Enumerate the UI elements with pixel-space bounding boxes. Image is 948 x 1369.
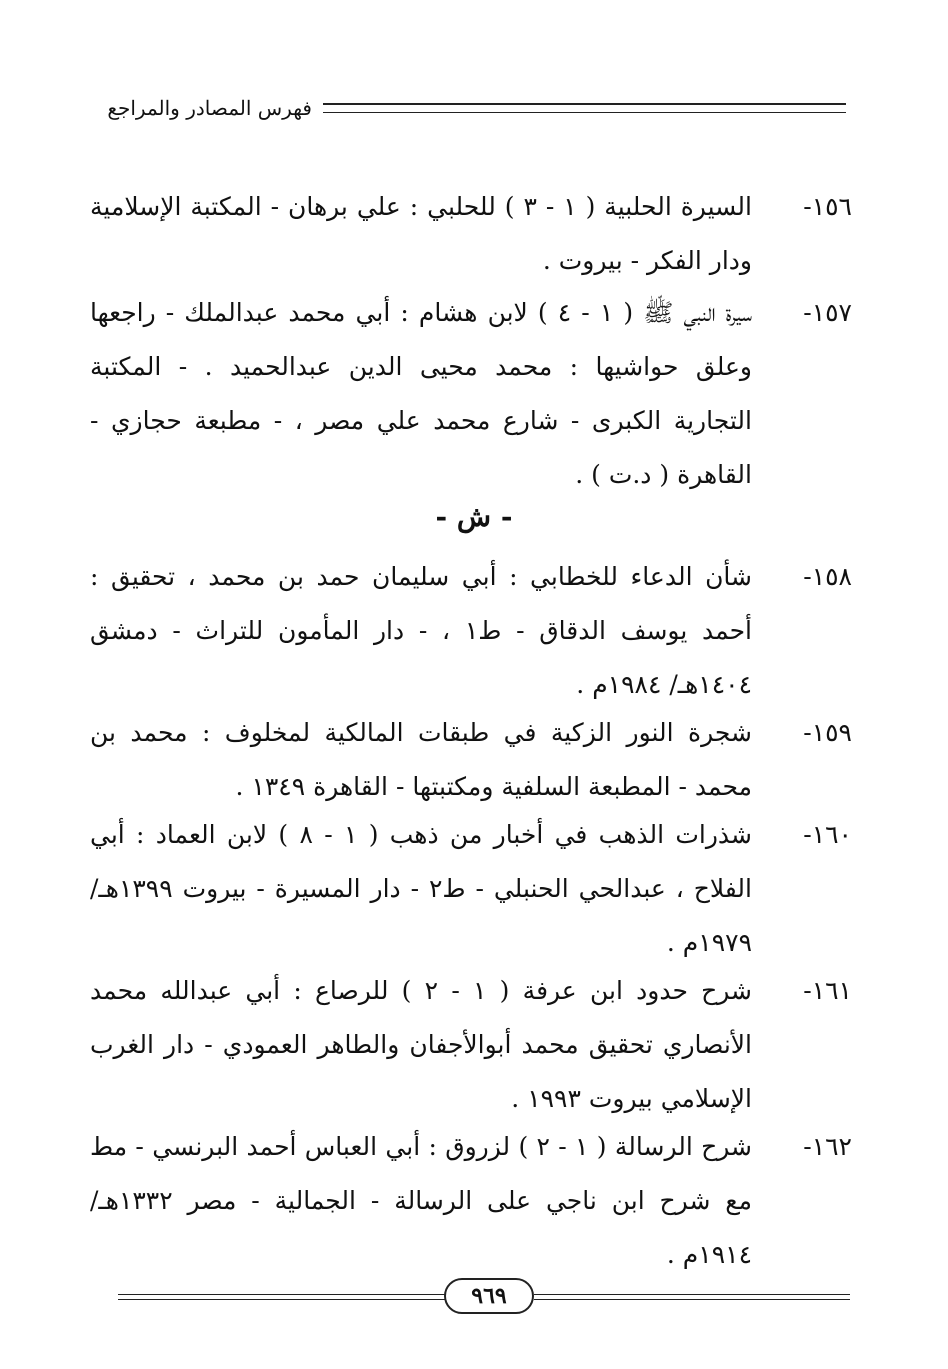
bibliography-entry	[90, 550, 852, 712]
bibliography-entry	[90, 180, 852, 288]
bibliography-entry	[90, 964, 852, 1126]
entry-number: ١٦١-	[803, 976, 852, 1005]
entry-text: السيرة الحلبية ( ١ - ٣ ) للحلبي : علي برهان - المكتبة الإسلامية ودار الفكر - بيروت .	[90, 192, 752, 275]
entry-number: ١٦٢-	[803, 1132, 852, 1161]
entry-number: ١٥٩-	[803, 718, 852, 747]
header-rule	[323, 112, 846, 113]
entry-text: سيرة النبي ﷺ ( ١ - ٤ ) لابن هشام : أبي محمد عبدالملك - راجعها وعلق حواشيها : محمد محيى الدين عبدالحميد . - المكتبة التجارية الكبرى - شارع محمد علي مصر ، - مطبعة حجازي - القاهرة ( د.ت ) .	[90, 298, 752, 489]
entry-text: شذرات الذهب في أخبار من ذهب ( ١ - ٨ ) لابن العماد : أبي الفلاح ، عبدالحي الحنبلي - ط٢ - دار المسيرة - بيروت ١٣٩٩هـ/ ١٩٧٩م .	[90, 820, 752, 957]
page-number: ٩٦٩	[444, 1278, 534, 1314]
bibliography-entry	[90, 808, 852, 970]
bibliography-entry	[90, 286, 852, 502]
header-rule	[323, 103, 846, 105]
entry-text: شأن الدعاء للخطابي : أبي سليمان حمد بن محمد ، تحقيق : أحمد يوسف الدقاق - ط١ ، - دار المأمون للتراث - دمشق ١٤٠٤هـ/ ١٩٨٤م .	[90, 562, 752, 699]
entry-number: ١٥٨-	[803, 562, 852, 591]
bibliography-entry	[90, 1120, 852, 1282]
footer-rule	[534, 1294, 850, 1295]
section-heading: - ش -	[435, 500, 513, 533]
footer-rule	[118, 1294, 446, 1295]
footer-rule	[118, 1299, 446, 1300]
entry-number: ١٦٠-	[803, 820, 852, 849]
footer-rule	[534, 1299, 850, 1300]
bibliography-entry	[90, 706, 852, 814]
entry-number: ١٥٦-	[803, 192, 852, 221]
entry-text: شرح الرسالة ( ١ - ٢ ) لزروق : أبي العباس أحمد البرنسي - مط مع شرح ابن ناجي على الرسالة - الجمالية - مصر ١٣٣٢هـ/ ١٩١٤م .	[90, 1132, 752, 1269]
entry-text: شجرة النور الزكية في طبقات المالكية لمخلوف : محمد بن محمد - المطبعة السلفية ومكتبتها - القاهرة ١٣٤٩ .	[90, 718, 752, 801]
running-head: فهرس المصادر والمراجع	[107, 96, 312, 120]
entry-text: شرح حدود ابن عرفة ( ١ - ٢ ) للرصاع : أبي عبدالله محمد الأنصاري تحقيق محمد أبوالأجفان والطاهر العمودي - دار الغرب الإسلامي بيروت ١٩٩٣ .	[90, 976, 753, 1113]
entry-number: ١٥٧-	[803, 298, 852, 327]
